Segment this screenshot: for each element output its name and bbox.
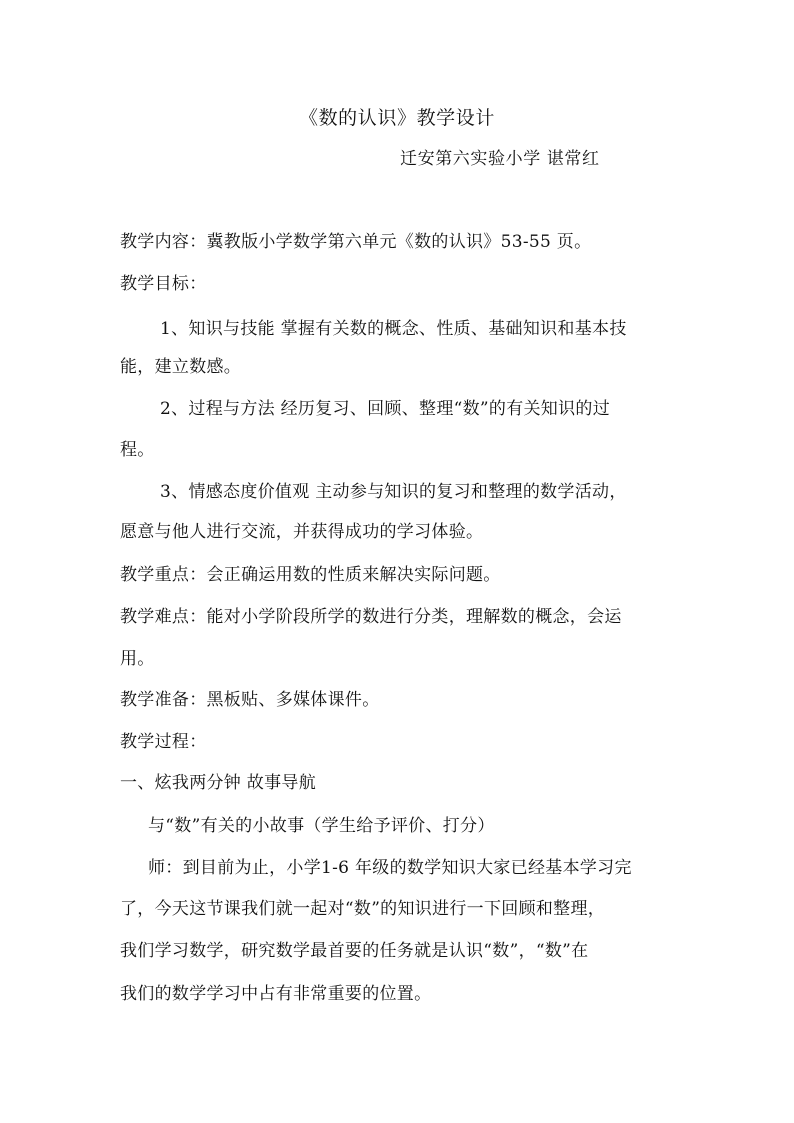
goal-1-line-2: 能，建立数感。 (120, 357, 242, 377)
teacher-line-1: 师：到目前为止，小学1-6 年级的数学知识大家已经基本学习完 (148, 858, 632, 878)
goal-3-line-1: 3、情感态度价值观 主动参与知识的复习和整理的数学活动， (160, 482, 627, 502)
teaching-process-heading: 教学过程： (120, 732, 207, 752)
teacher-line-4: 我们的数学学习中占有非常重要的位置。 (120, 984, 432, 1004)
goal-2-line-1: 2、过程与方法 经历复习、回顾、整理“数”的有关知识的过 (160, 399, 611, 419)
document-title: 《数的认识》教学设计 (298, 107, 495, 129)
teacher-line-2: 了，今天这节课我们就一起对“数”的知识进行一下回顾和整理， (120, 899, 606, 919)
teaching-preparation: 教学准备：黑板贴、多媒体课件。 (120, 690, 380, 710)
goal-3-line-2: 愿意与他人进行交流，并获得成功的学习体验。 (120, 522, 484, 542)
teaching-goals-heading: 教学目标： (120, 274, 207, 294)
key-point: 教学重点：会正确运用数的性质来解决实际问题。 (120, 565, 501, 585)
section-1-heading: 一、炫我两分钟 故事导航 (120, 773, 317, 793)
difficult-point-line-2: 用。 (120, 649, 155, 669)
goal-1-line-1: 1、知识与技能 掌握有关数的概念、性质、基础知识和基本技 (160, 319, 627, 339)
author-line: 迁安第六实验小学 谌常红 (400, 149, 600, 169)
story-line: 与“数”有关的小故事（学生给予评价、打分） (148, 816, 495, 836)
teacher-line-3: 我们学习数学，研究数学最首要的任务就是认识“数”，“数”在 (120, 941, 589, 961)
teaching-content: 教学内容：冀教版小学数学第六单元《数的认识》53-55 页。 (120, 232, 592, 252)
goal-2-line-2: 程。 (120, 440, 155, 460)
difficult-point-line-1: 教学难点：能对小学阶段所学的数进行分类，理解数的概念，会运 (120, 607, 622, 627)
